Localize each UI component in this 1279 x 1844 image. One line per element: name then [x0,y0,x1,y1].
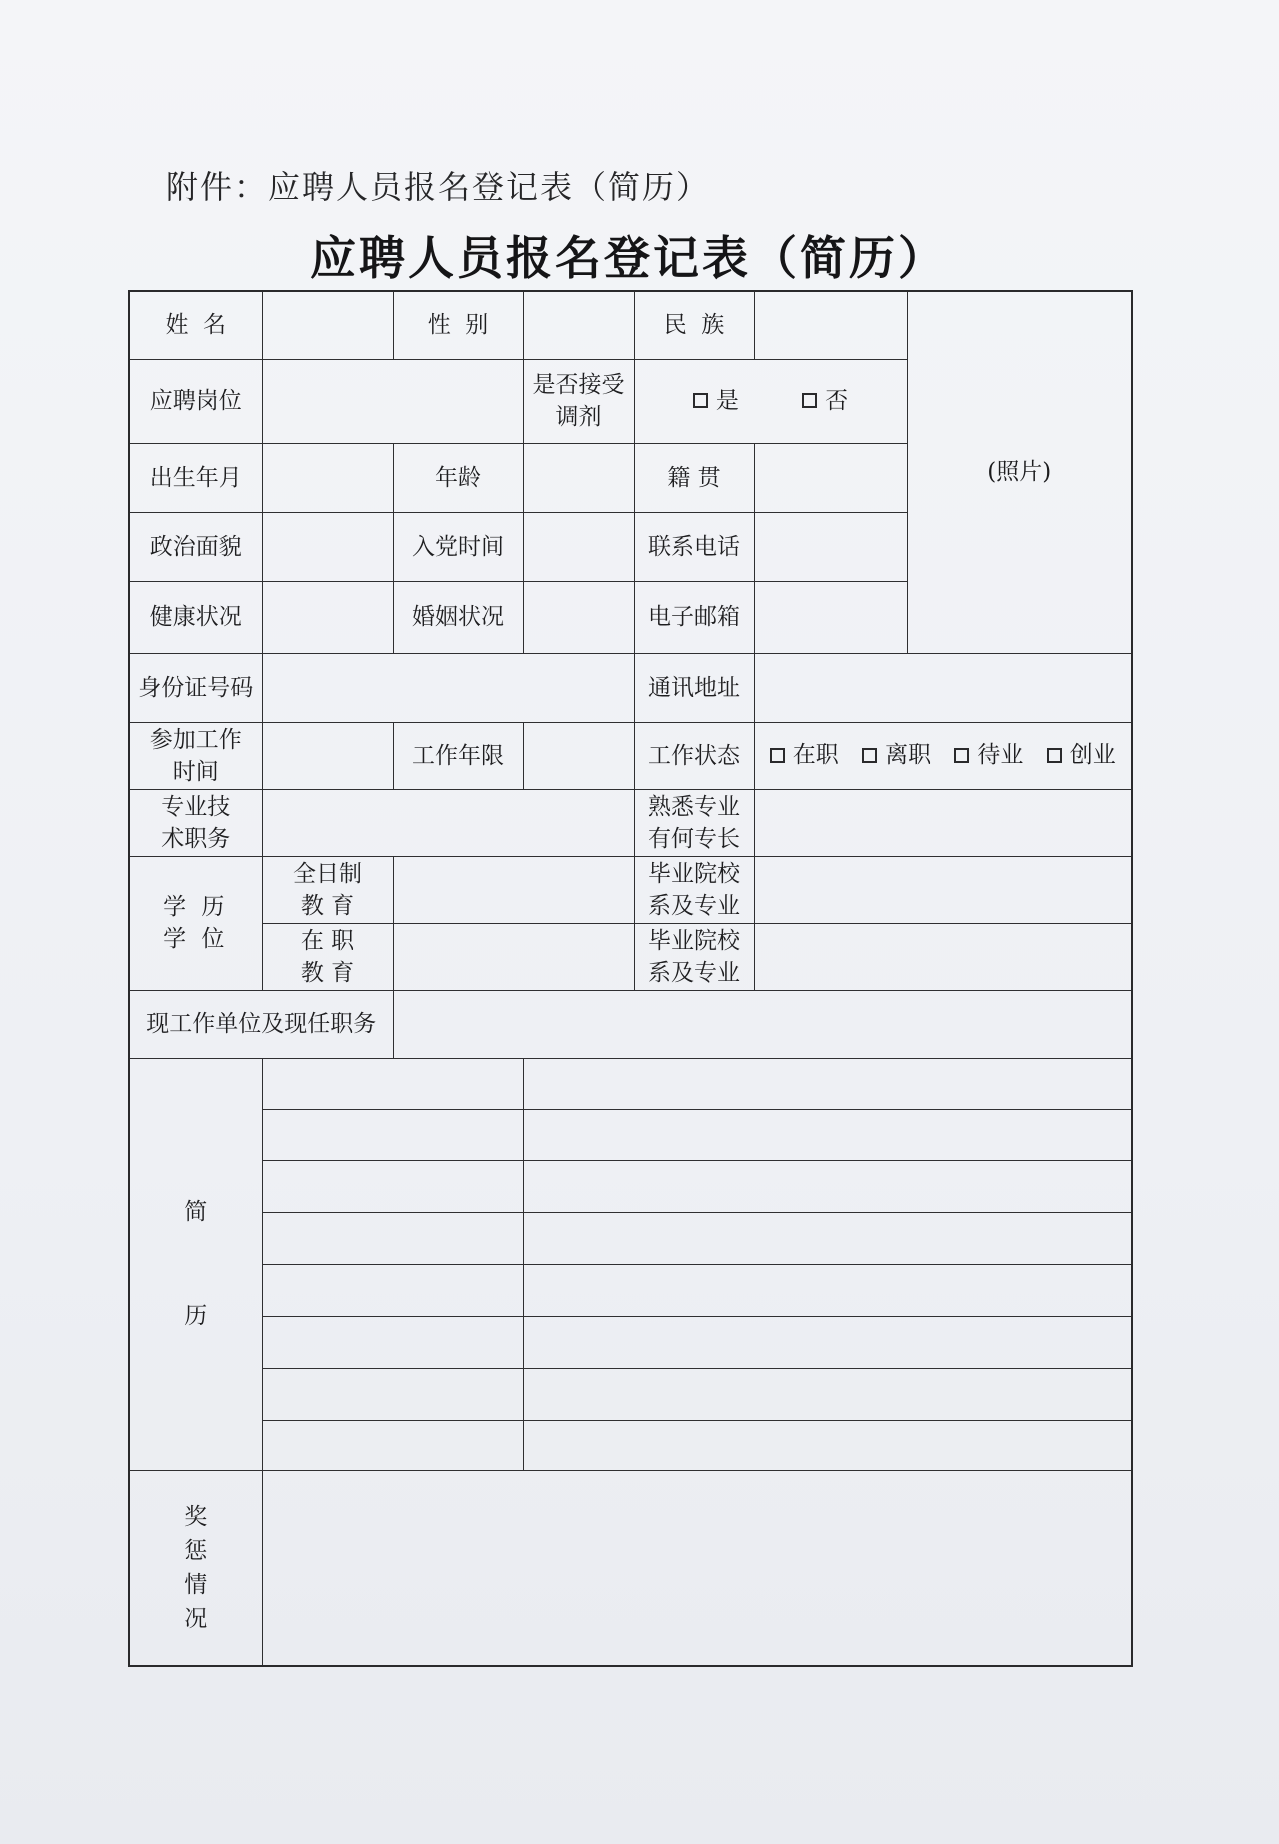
birth-label: 出生年月 [129,443,262,512]
checkbox-icon[interactable] [802,393,817,408]
resume-detail-field[interactable] [523,1316,1132,1368]
email-label: 电子邮箱 [634,581,754,653]
health-field[interactable] [262,581,393,653]
work-start-label: 参加工作时间 [129,722,262,789]
party-join-time-field[interactable] [523,512,634,581]
status-option-startup[interactable]: 创业 [1047,739,1116,771]
email-field[interactable] [754,581,907,653]
resume-period-field[interactable] [262,1316,523,1368]
work-status-options [754,722,1132,789]
work-years-label: 工作年限 [393,722,523,789]
resume-period-field[interactable] [262,1058,523,1109]
fulltime-education-field[interactable] [393,856,634,923]
school-major-label-2: 毕业院校系及专业 [634,923,754,990]
inservice-education-field[interactable] [393,923,634,990]
marital-field[interactable] [523,581,634,653]
checkbox-icon[interactable] [1047,748,1062,763]
photo-box[interactable]: (照片) [907,291,1132,653]
gender-label: 性 别 [393,291,523,359]
adjust-yes-option[interactable]: 是 [693,385,739,417]
id-number-label: 身份证号码 [129,653,262,722]
address-label: 通讯地址 [634,653,754,722]
attachment-line: 附件：应聘人员报名登记表（简历） [166,168,711,206]
rewards-label: 奖 惩 情 况 [129,1470,262,1666]
status-option-resigned[interactable]: 离职 [862,739,931,771]
resume-period-field[interactable] [262,1368,523,1420]
resume-detail-field[interactable] [523,1109,1132,1160]
tech-title-field[interactable] [262,789,634,856]
status-option-unemployed[interactable]: 待业 [954,739,1023,771]
school-major-field-2[interactable] [754,923,1132,990]
resume-period-field[interactable] [262,1160,523,1212]
birth-field[interactable] [262,443,393,512]
resume-detail-field[interactable] [523,1420,1132,1470]
tech-title-label: 专业技术职务 [129,789,262,856]
id-number-field[interactable] [262,653,634,722]
resume-detail-field[interactable] [523,1264,1132,1316]
checkbox-icon[interactable] [862,748,877,763]
position-field[interactable] [262,359,523,443]
resume-period-field[interactable] [262,1109,523,1160]
phone-field[interactable] [754,512,907,581]
resume-period-field[interactable] [262,1420,523,1470]
resume-detail-field[interactable] [523,1212,1132,1264]
specialty-field[interactable] [754,789,1132,856]
current-unit-label: 现工作单位及现任职务 [129,990,393,1058]
accept-adjust-options [634,359,907,443]
rewards-field[interactable] [262,1470,1132,1666]
ethnicity-field[interactable] [754,291,907,359]
specialty-label: 熟悉专业有何专长 [634,789,754,856]
political-status-field[interactable] [262,512,393,581]
registration-form-table [128,290,1133,1667]
current-unit-field[interactable] [393,990,1132,1058]
accept-adjust-label: 是否接受调剂 [523,359,634,443]
resume-detail-field[interactable] [523,1368,1132,1420]
fulltime-education-label: 全日制 教 育 [262,856,393,923]
resume-label: 简 历 [129,1058,262,1470]
political-status-label: 政治面貌 [129,512,262,581]
checkbox-icon[interactable] [770,748,785,763]
inservice-education-label: 在 职 教 育 [262,923,393,990]
ethnicity-label: 民 族 [634,291,754,359]
age-label: 年龄 [393,443,523,512]
native-place-label: 籍 贯 [634,443,754,512]
marital-label: 婚姻状况 [393,581,523,653]
work-status-label: 工作状态 [634,722,754,789]
work-years-field[interactable] [523,722,634,789]
phone-label: 联系电话 [634,512,754,581]
resume-detail-field[interactable] [523,1160,1132,1212]
resume-period-field[interactable] [262,1264,523,1316]
address-field[interactable] [754,653,1132,722]
party-join-time-label: 入党时间 [393,512,523,581]
status-option-employed[interactable]: 在职 [770,739,839,771]
adjust-no-option[interactable]: 否 [802,385,848,417]
name-label: 姓 名 [129,291,262,359]
position-label: 应聘岗位 [129,359,262,443]
form-title: 应聘人员报名登记表（简历） [310,231,947,285]
name-field[interactable] [262,291,393,359]
checkbox-icon[interactable] [954,748,969,763]
school-major-label-1: 毕业院校系及专业 [634,856,754,923]
age-field[interactable] [523,443,634,512]
native-place-field[interactable] [754,443,907,512]
resume-period-field[interactable] [262,1212,523,1264]
health-label: 健康状况 [129,581,262,653]
school-major-field-1[interactable] [754,856,1132,923]
work-start-field[interactable] [262,722,393,789]
gender-field[interactable] [523,291,634,359]
education-label: 学 历 学 位 [129,856,262,990]
checkbox-icon[interactable] [693,393,708,408]
resume-detail-field[interactable] [523,1058,1132,1109]
